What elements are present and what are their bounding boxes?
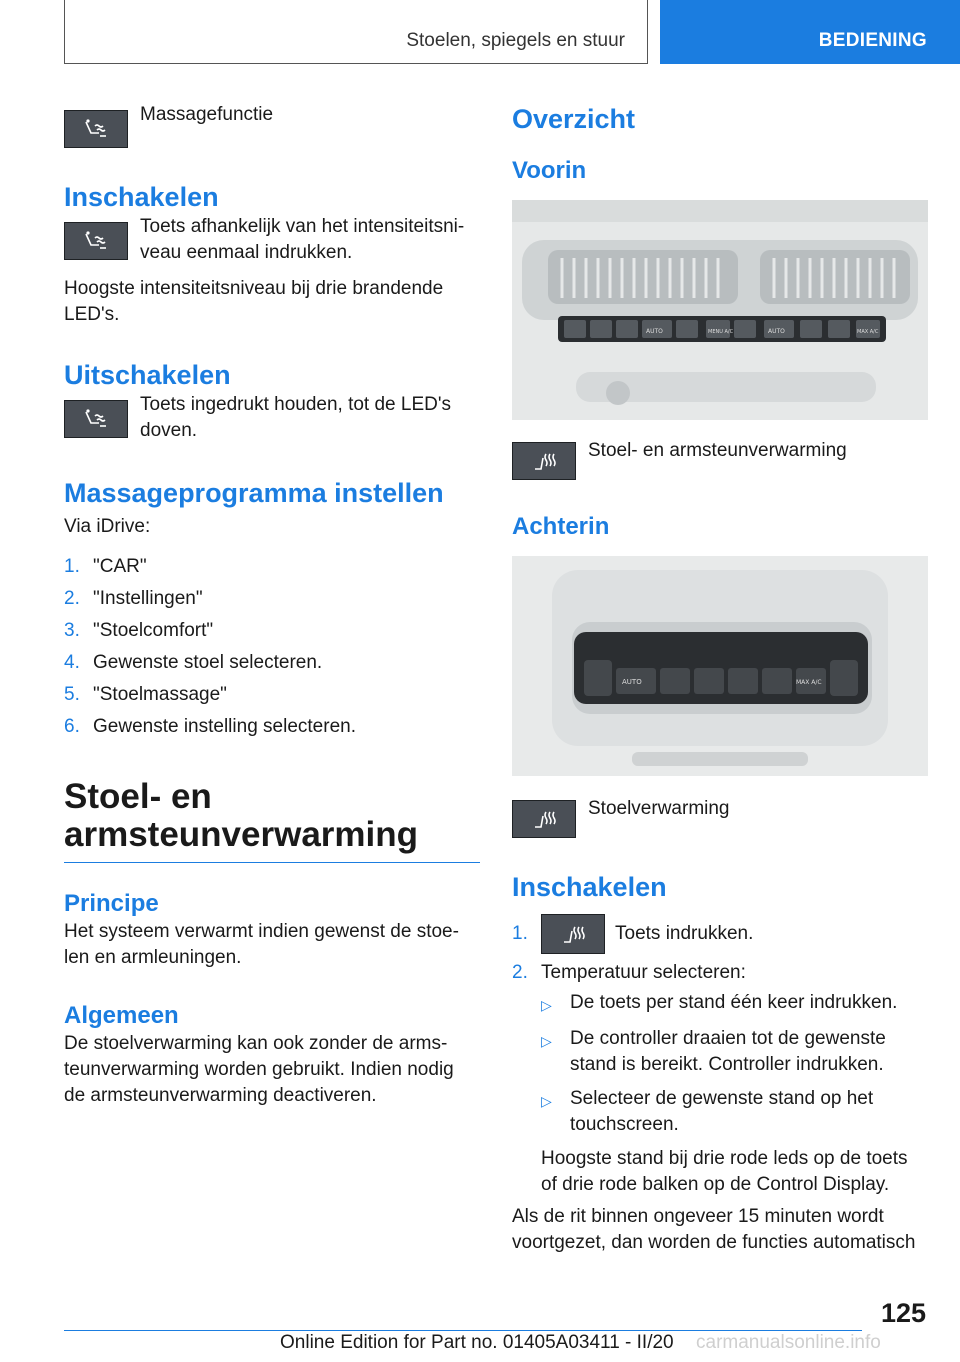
massage-key-icon [64, 400, 128, 438]
left-inschakelen-text: Toets afhankelijk van het intensiteitsni-veau eenmaal indrukken. [140, 216, 465, 263]
left-inschakelen-row [64, 214, 480, 266]
achterin-heading: Achterin [512, 513, 610, 540]
front-panel-label: MAX A/C [857, 329, 879, 335]
algemeen-heading: Algemeen [64, 1002, 179, 1029]
massageprogramma-steps [64, 554, 480, 740]
left-inschakelen-heading: Inschakelen [64, 182, 219, 212]
voorin-icon-label: Stoel- en armsteunverwarming [588, 440, 847, 461]
header-section-box [64, 0, 648, 64]
right-inschakelen-heading: Inschakelen [512, 872, 667, 902]
overzicht-heading: Overzicht [512, 104, 636, 134]
right-inschakelen-steps [512, 914, 928, 1198]
massage-key-icon [64, 222, 128, 260]
uitschakelen-heading: Uitschakelen [64, 360, 231, 390]
footer-divider [64, 1330, 862, 1331]
temperature-options [541, 990, 928, 1138]
list-item: 2. Temperatuur selecteren: ▷ De toets per stand één keer indrukken. ▷ De controller draaien tot de gewenste stand is bereikt. Controller indrukken. ▷ Selecteer de gewenste stand op het touchscreen. Hoogste stand bij drie rode leds op de toets of drie rode balken op de Control Display. [512, 960, 928, 1198]
list-item: 1. Toets indrukken. [512, 914, 928, 954]
header-chapter-label: BEDIENING [818, 30, 927, 51]
rear-console-photo [512, 556, 928, 776]
principe-heading: Principe [64, 890, 159, 917]
main-title-line1: Stoel- en [64, 777, 212, 816]
main-section-title [64, 778, 480, 863]
front-panel-label: AUTO [768, 328, 785, 335]
main-title-line2: armsteunverwarming [64, 815, 419, 854]
left-inschakelen-note: Hoogste intensiteitsniveau bij drie brandende LED's. [64, 278, 444, 325]
left-column [64, 100, 480, 1115]
seat-heating-icon [541, 914, 605, 954]
list-item: 6. Gewenste instelling selecteren. [64, 716, 356, 737]
header-chapter-tab [660, 0, 960, 64]
page-number: 125 [880, 1298, 926, 1328]
seat-heating-icon [512, 442, 576, 480]
list-item: ▷ De controller draaien tot de gewenste stand is bereikt. Controller indrukken. [541, 1028, 886, 1075]
highest-level-note: Hoogste stand bij drie rode leds op de toets of drie rode balken op de Control Display. [541, 1148, 908, 1195]
front-panel-label: AUTO [646, 328, 663, 335]
massageprogramma-intro: Via iDrive: [64, 516, 151, 537]
list-item: 3. "Stoelcomfort" [64, 620, 214, 641]
rear-panel-label: AUTO [622, 678, 642, 686]
uitschakelen-row [64, 392, 480, 444]
footer-edition-text: Online Edition for Part no. 01405A03411 - II/20 [280, 1332, 674, 1353]
list-item: ▷ Selecteer de gewenste stand op het touchscreen. [541, 1088, 874, 1135]
right-column [512, 100, 928, 1262]
rear-panel-label: MAX A/C [796, 679, 822, 686]
list-item: 2. "Instellingen" [64, 588, 203, 609]
footer-watermark: carmanualsonline.info [696, 1332, 881, 1353]
front-panel-label: MENU A/C [708, 329, 734, 335]
achterin-icon-label: Stoelverwarming [588, 798, 730, 819]
massage-function-row [64, 104, 480, 148]
principe-text: Het systeem verwarmt indien gewenst de stoe-len en armleuningen. [64, 921, 459, 968]
header-section-title: Stoelen, spiegels en stuur [406, 30, 625, 51]
list-item: 1. "CAR" [64, 556, 147, 577]
massageprogramma-heading: Massageprogramma instellen [64, 478, 444, 508]
algemeen-text: De stoelverwarming kan ook zonder de arms-teunverwarming worden gebruikt. Indien nodig de armsteunverwarming deactiveren. [64, 1033, 454, 1106]
voorin-heading: Voorin [512, 157, 587, 184]
voorin-icon-row [512, 438, 928, 480]
achterin-icon-row [512, 796, 928, 838]
final-text: Als de rit binnen ongeveer 15 minuten wordt voortgezet, dan worden de functies automatisch [512, 1206, 916, 1253]
front-console-photo [512, 200, 928, 420]
seat-heating-icon [512, 800, 576, 838]
list-item: ▷ De toets per stand één keer indrukken. [541, 992, 898, 1013]
massage-function-label: Massagefunctie [140, 104, 274, 125]
list-item: 5. "Stoelmassage" [64, 684, 227, 705]
list-item: 4. Gewenste stoel selecteren. [64, 652, 323, 673]
massage-key-icon [64, 110, 128, 148]
uitschakelen-text: Toets ingedrukt houden, tot de LED's doven. [140, 394, 451, 441]
